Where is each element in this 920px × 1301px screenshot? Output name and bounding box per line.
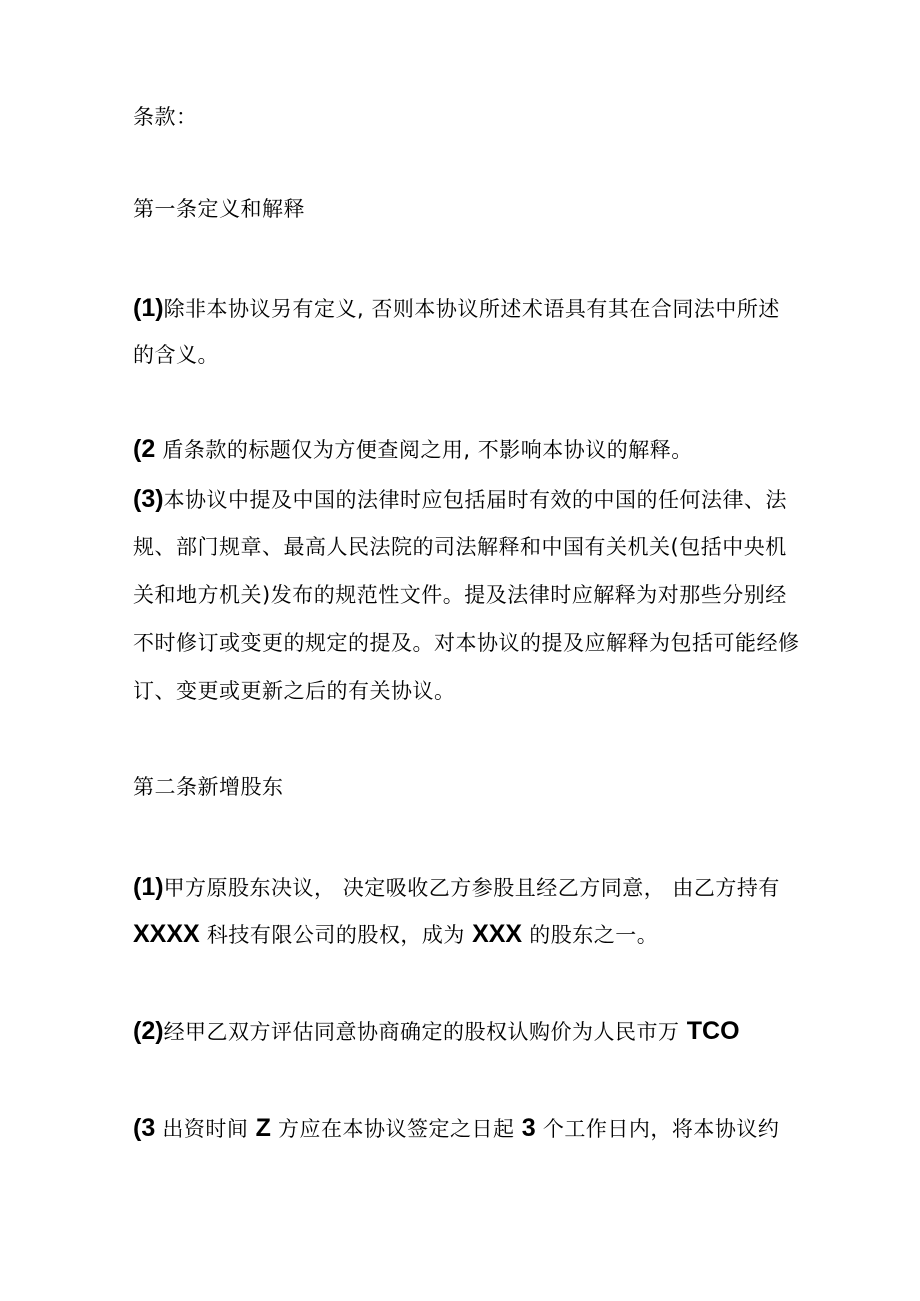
article-1-item-3-line-4: 不时修订或变更的规定的提及。对本协议的提及应解释为包括可能经修	[133, 631, 800, 655]
item-text: 科技有限公司的股权，成为	[199, 923, 473, 947]
item-text: 甲方原股东决议， 决定吸收乙方参股且经乙方同意， 由乙方持有	[163, 876, 780, 900]
item-text: 盾条款的标题仅为方便查阅之用, 不影响本协议的解释。	[155, 438, 693, 462]
item-text: 方应在本协议签定之日起	[270, 1117, 522, 1141]
article-1-title: 第一条定义和解释	[133, 197, 305, 221]
item-text: 的股东之一。	[522, 923, 659, 947]
article-1-item-1-line-1	[133, 293, 780, 324]
article-1-item-3-line-2: 规、部门规章、最高人民法院的司法解释和中国有关机关(包括中央机	[133, 535, 787, 559]
article-2-item-1-line-2	[133, 919, 658, 950]
article-1-item-3-line-3: 关和地方机关)发布的规范性文件。提及法律时应解释为对那些分别经	[133, 583, 787, 607]
article-2-item-1-line-1	[133, 872, 780, 903]
item-number: (3)	[133, 485, 164, 513]
item-text: 经甲乙双方评估同意协商确定的股权认购价为人民市万	[163, 1020, 687, 1044]
item-number: (2	[133, 435, 156, 463]
clauses-heading: 条款：	[133, 105, 198, 129]
item-number: (1)	[133, 873, 164, 901]
item-text: 除非本协议另有定义, 否则本协议所述术语具有其在合同法中所述	[163, 297, 780, 321]
party-letter: Z	[255, 1114, 271, 1142]
company-placeholder: XXXX	[133, 920, 200, 948]
item-number: (2)	[133, 1017, 164, 1045]
article-2-title: 第二条新增股东	[133, 775, 284, 799]
article-1-item-2-line-1	[133, 434, 693, 465]
item-number: (1)	[133, 294, 164, 322]
article-2-item-2-line-1	[133, 1016, 740, 1047]
company-short-placeholder: XXX	[472, 920, 523, 948]
article-1-item-3-line-5: 订、变更或更新之后的有关协议。	[133, 679, 456, 703]
item-text: 出资时间	[155, 1117, 256, 1141]
item-text: 个工作日内，将本协议约	[535, 1117, 780, 1141]
item-text: 本协议中提及中国的法律时应包括届时有效的中国的任何法律、法	[163, 488, 788, 512]
article-1-item-1-line-2: 的含义。	[133, 343, 219, 367]
amount-suffix: TCO	[686, 1017, 740, 1045]
item-number: (3	[133, 1114, 156, 1142]
article-2-item-3-line-1	[133, 1113, 779, 1144]
days-count: 3	[521, 1114, 536, 1142]
article-1-item-3-line-1	[133, 484, 787, 515]
